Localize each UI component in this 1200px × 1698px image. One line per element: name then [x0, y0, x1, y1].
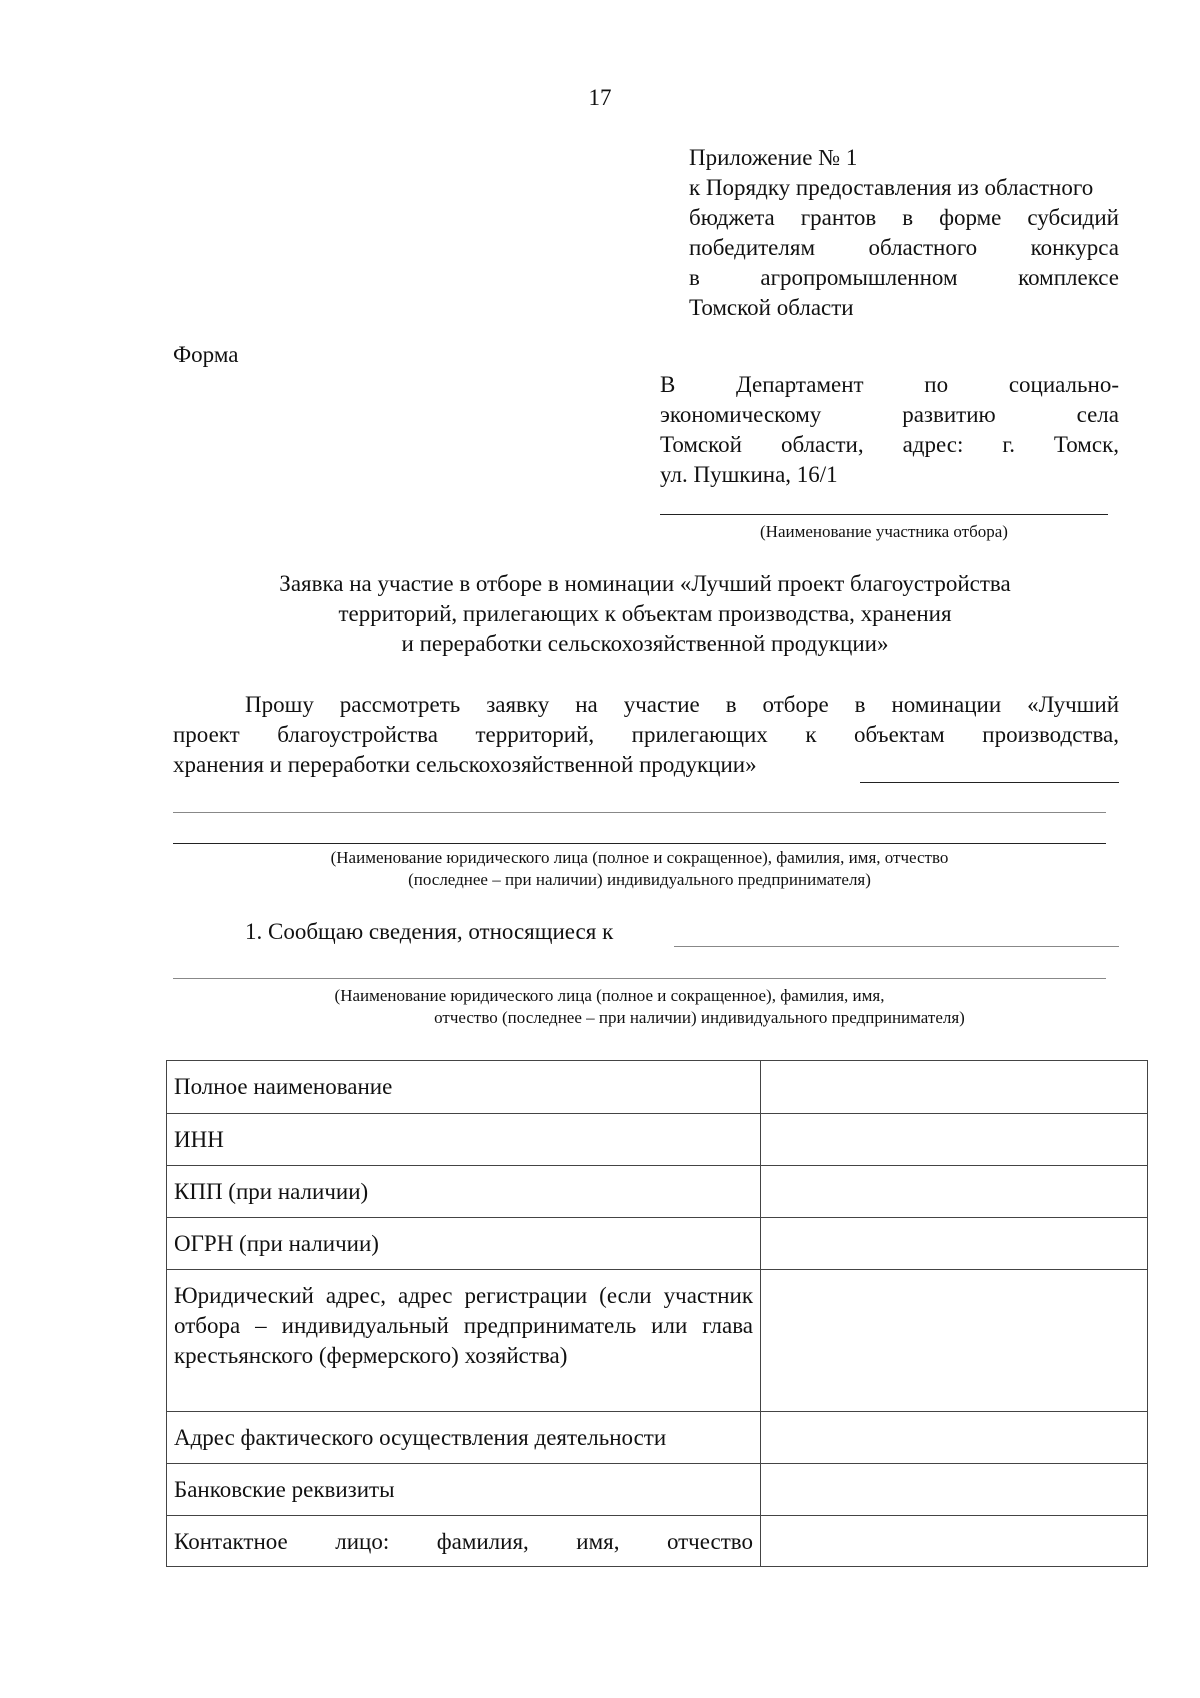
- annex-line: бюджета грантов в форме субсидий: [689, 205, 1119, 230]
- annex-title: Приложение № 1: [689, 145, 858, 170]
- row-value: [768, 1114, 1140, 1134]
- caption-line: отчество (последнее – при наличии) индивидуального предпринимателя): [434, 1008, 965, 1027]
- applicant-name-field-line3[interactable]: [173, 843, 1106, 844]
- participant-caption: (Наименование участника отбора): [760, 522, 1008, 541]
- table-value-cell[interactable]: [761, 1218, 1148, 1270]
- row-label: ИНН: [174, 1127, 224, 1152]
- table-row: [167, 1464, 1148, 1516]
- table-row: [167, 1412, 1148, 1464]
- section1-name-field-line2[interactable]: [173, 978, 1106, 979]
- applicant-caption: [173, 847, 1106, 891]
- addressee-block: [660, 370, 1119, 490]
- annex-line: к Порядку предоставления из областного: [689, 175, 1094, 200]
- participant-info-table: [166, 1060, 1148, 1567]
- row-value: [768, 1412, 1140, 1432]
- table-row: [167, 1270, 1148, 1412]
- table-label-cell: [167, 1114, 761, 1166]
- row-label: Контактное лицо: фамилия, имя, отчество: [174, 1529, 753, 1554]
- addressee-line: Томской области, адрес: г. Томск,: [660, 432, 1119, 457]
- request-line: Прошу рассмотреть заявку на участие в отборе в номинации «Лучший: [245, 692, 1119, 717]
- request-paragraph: [173, 690, 1119, 780]
- table-label-cell: [167, 1166, 761, 1218]
- table-label-cell: [167, 1270, 761, 1412]
- annex-line: Томской области: [689, 295, 854, 320]
- title-line: Заявка на участие в отборе в номинации «Лучший проект благоустройства: [279, 571, 1011, 596]
- row-value: [768, 1218, 1140, 1238]
- table-row: [167, 1166, 1148, 1218]
- page-number: 17: [588, 85, 612, 110]
- table-value-cell[interactable]: [761, 1412, 1148, 1464]
- table-value-cell[interactable]: [761, 1516, 1148, 1567]
- caption-line: (Наименование юридического лица (полное и сокращенное), фамилия, имя, отчество: [330, 848, 949, 867]
- section1-caption: [173, 985, 1106, 1029]
- table-row: [167, 1516, 1148, 1567]
- row-label: Банковские реквизиты: [174, 1477, 395, 1502]
- request-line: хранения и переработки сельскохозяйственной продукции»: [173, 752, 757, 777]
- table-value-cell[interactable]: [761, 1270, 1148, 1412]
- addressee-line: В Департамент по социально-: [660, 372, 1119, 397]
- participant-name-field[interactable]: [660, 514, 1108, 515]
- annex-line: победителям областного конкурса: [689, 235, 1119, 260]
- title-line: территорий, прилегающих к объектам производства, хранения: [338, 601, 952, 626]
- table-label-cell: [167, 1412, 761, 1464]
- row-value: [768, 1464, 1140, 1484]
- section1-text: 1. Сообщаю сведения, относящиеся к: [245, 919, 614, 944]
- table-row: [167, 1114, 1148, 1166]
- addressee-line: экономическому развитию села: [660, 402, 1119, 427]
- table-value-cell[interactable]: [761, 1061, 1148, 1114]
- row-label: ОГРН (при наличии): [174, 1231, 379, 1256]
- section1-name-field[interactable]: [674, 946, 1119, 947]
- row-label: КПП (при наличии): [174, 1179, 369, 1204]
- table-label-cell: [167, 1516, 761, 1567]
- table-label-cell: [167, 1218, 761, 1270]
- row-label: Адрес фактического осуществления деятельности: [174, 1425, 667, 1450]
- annex-line: в агропромышленном комплексе: [689, 265, 1119, 290]
- addressee-line: ул. Пушкина, 16/1: [660, 462, 838, 487]
- caption-line: (Наименование юридического лица (полное и сокращенное), фамилия, имя,: [334, 986, 885, 1005]
- application-title: [150, 569, 1140, 659]
- applicant-name-field[interactable]: [860, 782, 1119, 783]
- applicant-name-field-line2[interactable]: [173, 812, 1106, 813]
- table-value-cell[interactable]: [761, 1114, 1148, 1166]
- annex-block: [689, 143, 1119, 323]
- table-label-cell: [167, 1061, 761, 1114]
- title-line: и переработки сельскохозяйственной продукции»: [401, 631, 889, 656]
- row-value: [768, 1270, 1140, 1290]
- table-value-cell[interactable]: [761, 1464, 1148, 1516]
- form-label: Форма: [173, 342, 239, 367]
- table-label-cell: [167, 1464, 761, 1516]
- table-row: [167, 1218, 1148, 1270]
- table-value-cell[interactable]: [761, 1166, 1148, 1218]
- row-value: [768, 1516, 1140, 1536]
- table-row: [167, 1061, 1148, 1114]
- row-label: Полное наименование: [174, 1074, 393, 1099]
- caption-line: (последнее – при наличии) индивидуального предпринимателя): [408, 870, 871, 889]
- request-line: проект благоустройства территорий, прилегающих к объектам производства,: [173, 722, 1119, 747]
- row-value: [768, 1061, 1140, 1081]
- row-label: Юридический адрес, адрес регистрации (если участник отбора – индивидуальный предприниматель или глава крестьянского (фермерского) хозяйства): [174, 1283, 753, 1368]
- row-value: [768, 1166, 1140, 1186]
